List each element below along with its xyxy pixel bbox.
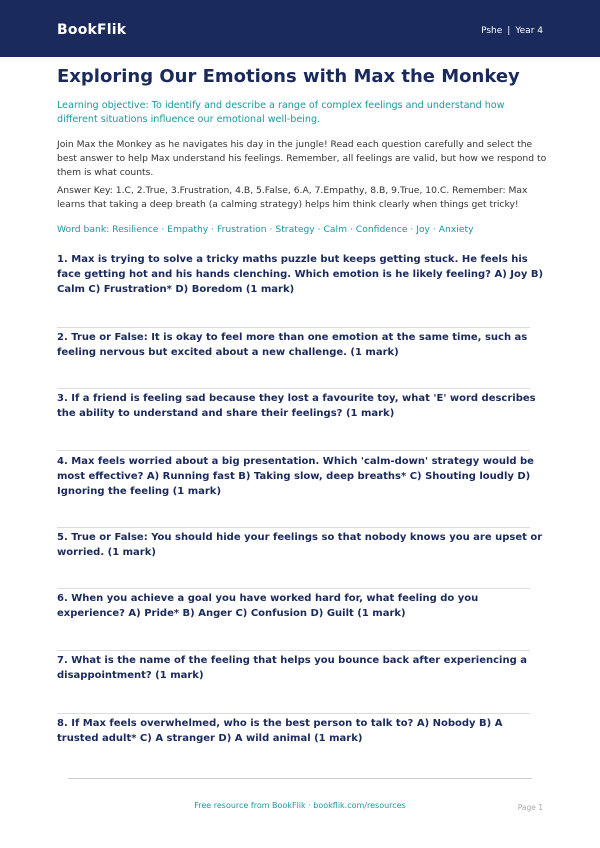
header-bar xyxy=(0,0,600,57)
year-label: Year 4 xyxy=(515,26,543,36)
question-8: 8. If Max feels overwhelmed, who is the best person to talk to? A) Nobody B) A trusted adult* C) A stranger D) A wild animal (1 mark) xyxy=(57,718,503,744)
page-number: Page 1 xyxy=(517,803,543,812)
question-2: 2. True or False: It is okay to feel more than one emotion at the same time, such as feeling nervous but excited about a new challenge. (1 mark) xyxy=(57,332,528,358)
page-title: Exploring Our Emotions with Max the Monkey xyxy=(57,66,520,87)
question-5: 5. True or False: You should hide your feelings so that nobody knows you are upset or worried. (1 mark) xyxy=(57,532,543,558)
question-6: 6. When you achieve a goal you have worked hard for, what feeling do you experience? A) Pride* B) Anger C) Confusion D) Guilt (1 mark) xyxy=(57,593,479,619)
separator: | xyxy=(507,26,511,36)
subject-label: Pshe xyxy=(481,26,503,36)
answer-line xyxy=(57,388,530,389)
subject-year-label xyxy=(481,26,543,36)
answer-line xyxy=(57,327,530,328)
answer-key: Answer Key: 1.C, 2.True, 3.Frustration, 4.B, 5.False, 6.A, 7.Empathy, 8.B, 9.True, 10.C. Remember: Max learns that taking a deep breath (a calming strategy) helps him think clearly when things get tricky! xyxy=(57,185,528,210)
question-7: 7. What is the name of the feeling that helps you bounce back after experiencing a disappointment? (1 mark) xyxy=(57,655,527,681)
word-bank: Word bank: Resilience · Empathy · Frustration · Strategy · Calm · Confidence · Joy · Anxiety xyxy=(57,224,474,235)
answer-line xyxy=(57,450,530,451)
footer-divider xyxy=(68,778,532,779)
question-1: 1. Max is trying to solve a tricky maths puzzle but keeps getting stuck. He feels his face getting hot and his hands clenching. Which emotion is he likely feeling? A) Joy B) Calm C) Frustration* D) Boredom (1 mark) xyxy=(57,254,544,295)
answer-line xyxy=(57,527,530,528)
footer-link[interactable]: Free resource from BookFlik · bookflik.com/resources xyxy=(194,801,406,810)
brand-logo[interactable]: BookFlik xyxy=(57,22,127,38)
learning-objective: Learning objective: To identify and describe a range of complex feelings and understand how different situations influence our emotional well-being. xyxy=(57,100,505,125)
question-3: 3. If a friend is feeling sad because they lost a favourite toy, what 'E' word describes the ability to understand and share their feelings? (1 mark) xyxy=(57,393,536,419)
answer-line xyxy=(57,713,530,714)
answer-line xyxy=(57,650,530,651)
answer-line xyxy=(57,588,530,589)
intro-text: Join Max the Monkey as he navigates his day in the jungle! Read each question carefully and select the best answer to help Max understand his feelings. Remember, all feelings are valid, but how we respond to them is what counts. xyxy=(57,139,547,178)
question-4: 4. Max feels worried about a big presentation. Which 'calm-down' strategy would be most effective? A) Running fast B) Taking slow, deep breaths* C) Shouting loudly D) Ignoring the feeling (1 mark) xyxy=(57,456,534,497)
